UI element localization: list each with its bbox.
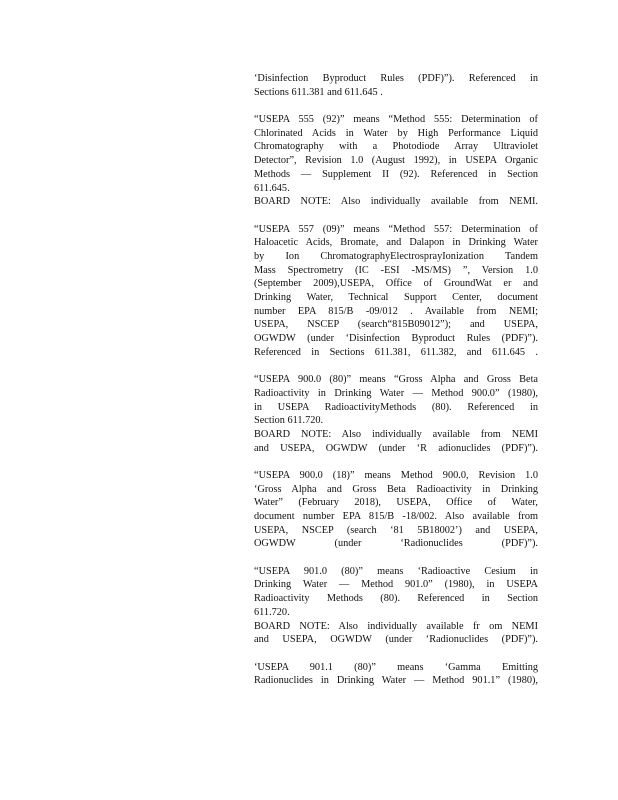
text-line: Radioactivity in Drinking Water — Method 900.0” (1980), xyxy=(254,387,538,399)
text-line: USEPA, NSCEP (search ‘81 5B18002’) and USEPA, xyxy=(254,524,538,536)
definition-paragraph xyxy=(254,72,538,99)
text-line: Drinking Water, Technical Support Center, document xyxy=(254,292,538,303)
text-line: by Ion ChromatographyElectrosprayIonization Tandem xyxy=(254,250,538,262)
definitions-text-column xyxy=(254,72,538,702)
text-line: Sections 611.381 and 611.645 . xyxy=(254,86,383,98)
text-line: (September 2009),USEPA, Office of GroundWat er and xyxy=(254,278,538,290)
text-line: Methods — Supplement II (92). Referenced in Section xyxy=(254,168,538,180)
text-line: ‘Gross Alpha and Gross Beta Radioactivity in Drinking xyxy=(254,483,538,495)
text-line: 611.720. xyxy=(254,606,290,618)
text-line: document number EPA 815/B -18/002. Also available from xyxy=(254,511,538,522)
definition-paragraph xyxy=(254,223,538,360)
text-line: “USEPA 557 (09)” means “Method 557: Determination of xyxy=(254,223,538,235)
text-line: USEPA, NSCEP (search“815B09012”); and USEPA, xyxy=(254,319,538,331)
definition-paragraph xyxy=(254,565,538,647)
text-line: BOARD NOTE: Also individually available from NEMI xyxy=(254,428,538,440)
definition-paragraph xyxy=(254,113,538,209)
text-line: 611.645. xyxy=(254,182,290,194)
text-line: OGWDW (under ‘Disinfection Byproduct Rules (PDF)”). xyxy=(254,333,538,345)
text-line: Detector”, Revision 1.0 (August 1992), in USEPA Organic xyxy=(254,155,538,167)
text-line: Drinking Water — Method 901.0” (1980), in USEPA xyxy=(254,579,538,591)
text-line: and USEPA, OGWDW (under ‘R adionuclides (PDF)”). xyxy=(254,442,538,454)
text-line: OGWDW (under ‘Radionuclides (PDF)”). xyxy=(254,538,538,550)
text-line: Haloacetic Acids, Bromate, and Dalapon in Drinking Water xyxy=(254,237,538,249)
text-line: “USEPA 900.0 (80)” means “Gross Alpha and Gross Beta xyxy=(254,374,538,386)
text-line: Mass Spectrometry (IC -ESI -MS/MS) ”, Version 1.0 xyxy=(254,264,538,276)
text-line: Section 611.720. xyxy=(254,415,324,427)
text-line: Radioactivity Methods (80). Referenced in Section xyxy=(254,593,538,605)
text-line: in USEPA RadioactivityMethods (80). Referenced in xyxy=(254,401,538,413)
text-line: “USEPA 901.0 (80)” means ‘Radioactive Cesium in xyxy=(254,565,538,577)
text-line: Radionuclides in Drinking Water — Method 901.1” (1980), xyxy=(254,675,538,687)
text-line: ‘Disinfection Byproduct Rules (PDF)”). Referenced in xyxy=(254,73,538,84)
text-line: Chromatography with a Photodiode Array Ultraviolet xyxy=(254,141,538,153)
definition-paragraph xyxy=(254,661,538,688)
text-line: “USEPA 900.0 (18)” means Method 900.0, Revision 1.0 xyxy=(254,469,538,481)
text-line: BOARD NOTE: Also individually available fr om NEMI xyxy=(254,620,538,632)
definition-paragraph xyxy=(254,373,538,455)
text-line: BOARD NOTE: Also individually available from NEMI. xyxy=(254,196,538,208)
definition-paragraph xyxy=(254,469,538,551)
text-line: “USEPA 555 (92)” means “Method 555: Determination of xyxy=(254,114,538,126)
text-line: Water” (February 2018), USEPA, Office of Water, xyxy=(254,497,538,509)
text-line: Chlorinated Acids in Water by High Performance Liquid xyxy=(254,127,538,139)
text-line: and USEPA, OGWDW (under ‘Radionuclides (PDF)”). xyxy=(254,634,538,646)
text-line: number EPA 815/B -09/012 . Available from NEMI; xyxy=(254,305,538,317)
text-line: Referenced in Sections 611.381, 611.382, and 611.645 . xyxy=(254,346,538,358)
text-line: ‘USEPA 901.1 (80)” means ‘Gamma Emitting xyxy=(254,661,538,673)
